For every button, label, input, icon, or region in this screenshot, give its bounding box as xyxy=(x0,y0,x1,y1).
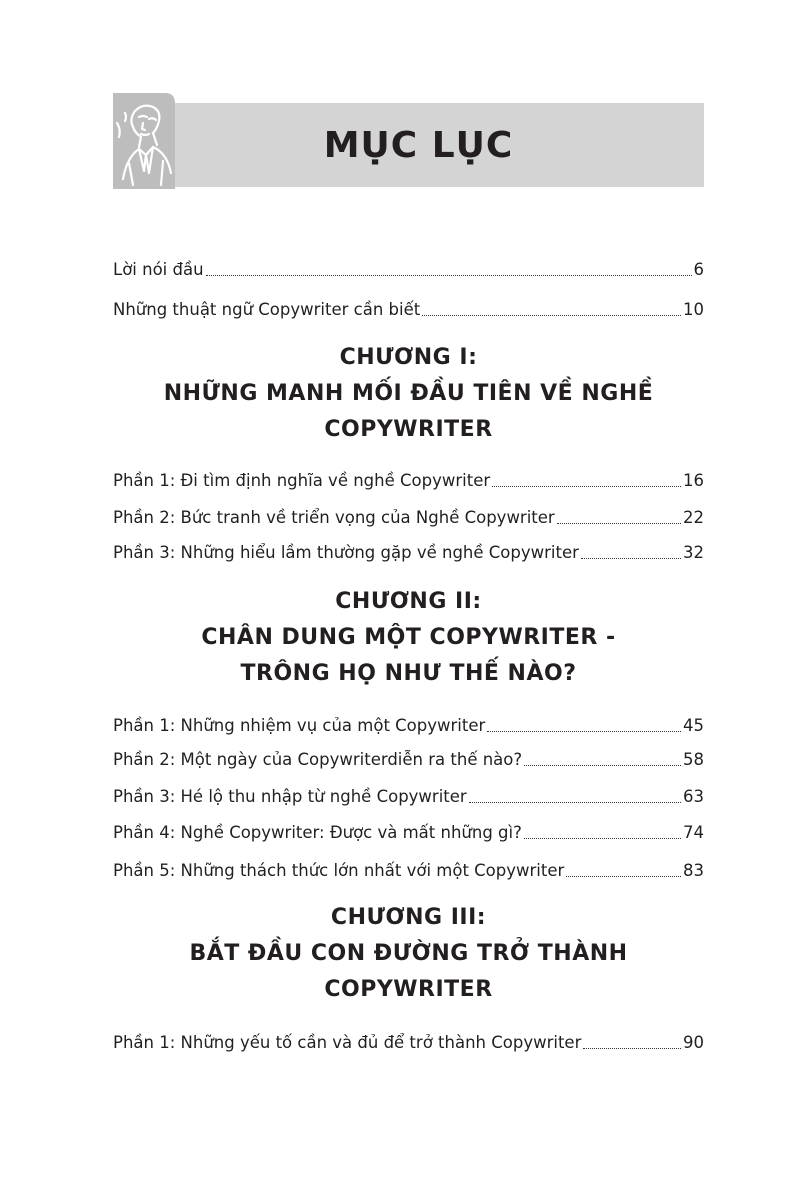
dot-leader xyxy=(566,875,681,877)
toc-entry-page: 10 xyxy=(683,300,704,319)
toc-entry[interactable] xyxy=(113,820,704,844)
chapter-heading-line: CHƯƠNG III: xyxy=(330,905,487,930)
toc-entry[interactable] xyxy=(113,257,704,281)
toc-entry[interactable] xyxy=(113,297,704,321)
toc-entry-page: 45 xyxy=(683,716,704,735)
toc-entry-label: Phần 3: Những hiểu lầm thường gặp về nghề Copywriter xyxy=(113,543,579,562)
dot-leader xyxy=(422,314,681,316)
toc-entry-page: 83 xyxy=(683,861,704,880)
dot-leader xyxy=(524,837,681,839)
dot-leader xyxy=(583,1047,681,1049)
toc-entry-label: Phần 3: Hé lộ thu nhập từ nghề Copywriter xyxy=(113,787,467,806)
dot-leader xyxy=(492,485,681,487)
toc-entry-page: 6 xyxy=(693,260,704,279)
toc-entry-label: Phần 5: Những thách thức lớn nhất với một Copywriter xyxy=(113,861,565,880)
toc-entry-label: Phần 1: Đi tìm định nghĩa về nghề Copywriter xyxy=(113,471,491,490)
toc-entry-page: 90 xyxy=(683,1033,704,1052)
toc-entry-label: Phần 2: Bức tranh về triển vọng của Nghề Copywriter xyxy=(113,508,555,527)
toc-entry-page: 74 xyxy=(683,823,704,842)
dot-leader xyxy=(524,764,681,766)
toc-entry-page: 16 xyxy=(683,471,704,490)
chapter-heading-line: CHƯƠNG II: xyxy=(335,589,482,614)
toc-entry-label: Phần 1: Những nhiệm vụ của một Copywriter xyxy=(113,716,486,735)
toc-entry[interactable] xyxy=(113,747,704,771)
chapter-heading xyxy=(113,900,704,1008)
toc-entry[interactable] xyxy=(113,784,704,808)
toc-entry[interactable] xyxy=(113,505,704,529)
toc-entry-label: Phần 1: Những yếu tố cần và đủ để trở thành Copywriter xyxy=(113,1033,582,1052)
toc-entry[interactable] xyxy=(113,858,704,882)
dot-leader xyxy=(206,274,692,276)
chapter-heading xyxy=(113,584,704,692)
chapter-heading-line: NHỮNG MANH MỐI ĐẦU TIÊN VỀ NGHỀ xyxy=(163,381,654,406)
chapter-heading-line: COPYWRITER xyxy=(324,977,493,1002)
toc-entry[interactable] xyxy=(113,713,704,737)
chapter-heading-line: COPYWRITER xyxy=(324,417,493,442)
toc-entry-label: Những thuật ngữ Copywriter cần biết xyxy=(113,300,421,319)
toc-entry-label: Phần 2: Một ngày của Copywriterdiễn ra thế nào? xyxy=(113,750,523,769)
toc-entry[interactable] xyxy=(113,1030,704,1054)
toc-entry-label: Lời nói đầu xyxy=(113,260,204,279)
chapter-heading xyxy=(113,340,704,448)
toc-entry-page: 63 xyxy=(683,787,704,806)
toc-entry-page: 58 xyxy=(683,750,704,769)
dot-leader xyxy=(469,801,681,803)
chapter-heading-line: BẮT ĐẦU CON ĐƯỜNG TRỞ THÀNH xyxy=(189,941,628,966)
dot-leader xyxy=(557,522,681,524)
chapter-heading-line: CHÂN DUNG MỘT COPYWRITER - xyxy=(201,625,616,650)
page-title: MỤC LỤC xyxy=(323,124,514,166)
chapter-heading-line: CHƯƠNG I: xyxy=(339,345,478,370)
chapter-heading-line: TRÔNG HỌ NHƯ THẾ NÀO? xyxy=(240,661,577,686)
toc-entry-page: 22 xyxy=(683,508,704,527)
toc-entry[interactable] xyxy=(113,540,704,564)
dot-leader xyxy=(487,730,681,732)
dot-leader xyxy=(581,557,681,559)
toc-entry[interactable] xyxy=(113,468,704,492)
toc-entry-page: 32 xyxy=(683,543,704,562)
toc-entry-label: Phần 4: Nghề Copywriter: Được và mất những gì? xyxy=(113,823,522,842)
